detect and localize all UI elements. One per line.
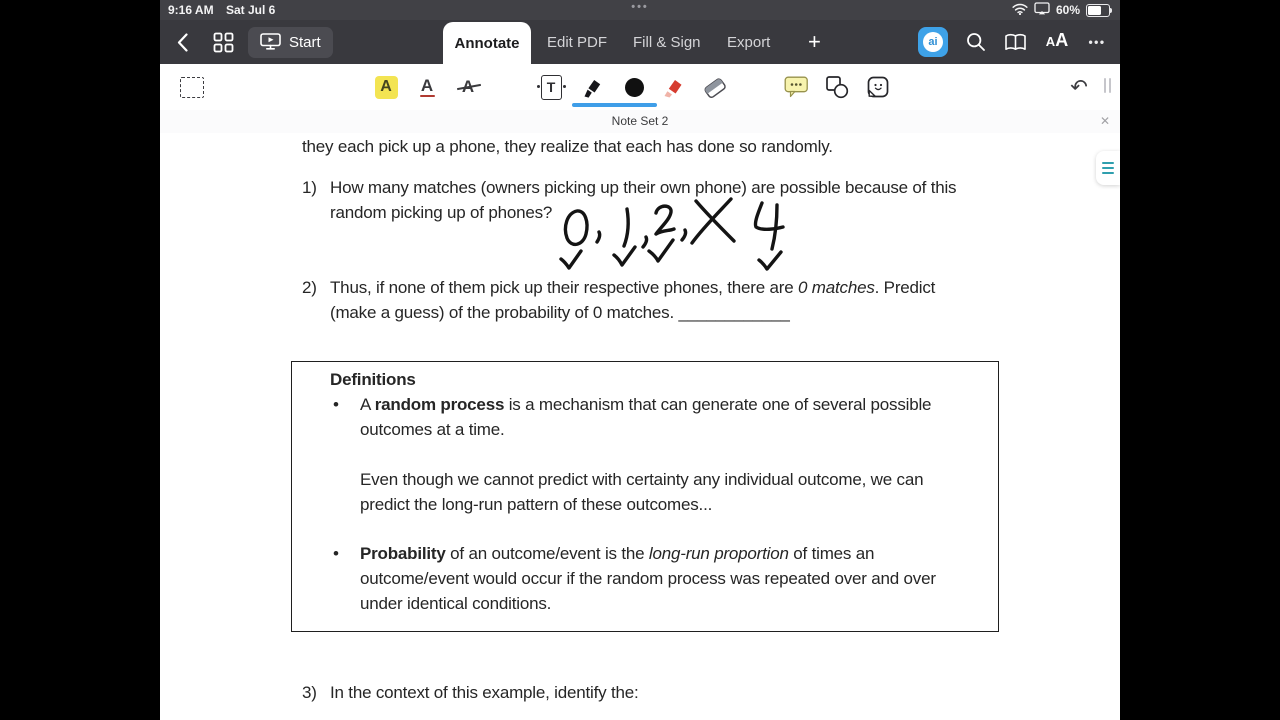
q3-line1: In the context of this example, identify the:: [330, 683, 639, 702]
bullet-icon: •: [333, 395, 339, 414]
status-right-cluster: [1012, 2, 1110, 18]
document-title: Note Set 2: [611, 114, 669, 128]
eraser-icon: [702, 74, 728, 100]
pen-tool-button[interactable]: [579, 74, 605, 100]
strikeout-tool-button[interactable]: [455, 74, 481, 100]
ink-digit-2: [656, 206, 674, 234]
pen-icon: [580, 75, 605, 100]
ink-checkmark: [614, 247, 635, 265]
underline-tool-button[interactable]: [414, 74, 440, 100]
more-options-button[interactable]: [1084, 30, 1110, 54]
plus-icon: +: [808, 29, 821, 54]
clock: 9:16 AM: [168, 3, 214, 17]
ink-checkmark: [649, 240, 673, 261]
sticker-tool-button[interactable]: [865, 74, 891, 100]
pdf-app-window: [160, 0, 1120, 720]
close-document-button[interactable]: [1100, 114, 1110, 128]
nav-bar: [160, 20, 1120, 64]
ink-comma: [643, 237, 647, 247]
screen-mirroring-icon: [1034, 2, 1050, 18]
add-tab-button[interactable]: [808, 20, 821, 64]
ink-digit-4: [755, 203, 783, 229]
marker-tool-button[interactable]: [660, 74, 686, 100]
tab-annotate[interactable]: Annotate: [443, 22, 531, 64]
search-button[interactable]: [964, 30, 988, 54]
ink-digit-4: [772, 205, 777, 249]
active-tool-indicator: [572, 103, 657, 107]
q1-line1: How many matches (owners picking up their own phone) are possible because of this: [330, 178, 957, 197]
handwriting-ink-annotation[interactable]: [550, 196, 810, 281]
highlight-icon: A: [375, 76, 398, 99]
tab-edit-pdf[interactable]: Edit PDF: [547, 33, 608, 51]
ai-assistant-button[interactable]: [918, 27, 948, 57]
ink-digit-1: [624, 209, 628, 246]
q2-line1: Thus, if none of them pick up their respective phones, there are 0 matches. Predict: [330, 278, 936, 297]
q1-line2: random picking up of phones?: [330, 203, 553, 222]
q3-number: 3): [302, 683, 317, 702]
battery-icon: [1086, 4, 1110, 17]
q2-number: 2): [302, 278, 317, 297]
font-size-large-a: A: [1055, 30, 1069, 50]
undo-icon: ↶: [1070, 75, 1088, 99]
ai-icon: ai: [923, 32, 943, 52]
start-presentation-button[interactable]: [248, 27, 333, 58]
thumbnail-grid-button[interactable]: [212, 31, 234, 53]
def-bullet2-line2: outcome/event would occur if the random process was repeated over and over: [360, 569, 936, 588]
ink-comma: [682, 230, 686, 240]
shapes-tool-button[interactable]: [824, 74, 850, 100]
battery-percent: 60%: [1055, 3, 1080, 17]
start-label: Start: [289, 34, 321, 51]
comment-bubble-icon: [784, 76, 809, 99]
doc-intro-line: they each pick up a phone, they realize that each has done so randomly.: [302, 137, 833, 156]
text-box-tool-button[interactable]: [538, 74, 564, 100]
search-icon: [966, 32, 986, 52]
selection-tool-button[interactable]: [179, 74, 205, 100]
q2-line2: (make a guess) of the probability of 0 matches. ____________: [330, 303, 790, 322]
wifi-icon: [1012, 3, 1028, 18]
text-settings-button[interactable]: [1044, 30, 1070, 54]
close-icon: ✕: [1099, 114, 1110, 128]
note-comment-button[interactable]: [783, 74, 809, 100]
ink-cross-x: [696, 201, 734, 241]
def-bullet1-line1: A random process is a mechanism that can generate one of several possible: [360, 395, 932, 414]
hamburger-icon: [1102, 162, 1114, 165]
tab-fill-sign[interactable]: Fill & Sign: [633, 33, 701, 51]
ink-checkmark: [759, 252, 781, 269]
def-para-line1: Even though we cannot predict with certainty any individual outcome, we can: [360, 470, 924, 489]
eraser-tool-button[interactable]: [702, 74, 728, 100]
back-button[interactable]: [170, 30, 194, 54]
toolbar-drag-handle[interactable]: [1104, 78, 1111, 93]
status-date: Sat Jul 6: [226, 3, 276, 17]
q1-number: 1): [302, 178, 317, 197]
strikeout-icon: [462, 77, 474, 97]
book-icon: [1004, 33, 1027, 52]
tab-export[interactable]: Export: [727, 33, 771, 51]
ink-digit-0: [565, 211, 587, 244]
multitask-indicator-icon: •••: [631, 1, 649, 13]
def-bullet2-line1: Probability of an outcome/event is the long-run proportion of times an: [360, 544, 875, 563]
definitions-title: Definitions: [330, 370, 416, 389]
ellipsis-icon: •••: [1088, 35, 1106, 49]
annotation-toolbar: [160, 64, 1120, 111]
selection-rect-icon: [180, 77, 204, 98]
red-marker-icon: [660, 74, 686, 100]
undo-button[interactable]: [1066, 74, 1092, 100]
presentation-icon: [260, 32, 281, 54]
answer-blank: ____________: [678, 303, 790, 322]
text-tool-icon: T: [541, 75, 562, 100]
def-bullet1-line2: outcomes at a time.: [360, 420, 505, 439]
font-size-small-a: A: [1045, 34, 1056, 49]
reading-view-button[interactable]: [1003, 31, 1027, 53]
black-color-dot-icon: [625, 78, 644, 97]
ink-comma: [597, 232, 600, 242]
underline-icon: A: [420, 77, 435, 97]
document-tab-bar: [160, 110, 1120, 134]
def-bullet2-line3: under identical conditions.: [360, 594, 552, 613]
sticker-icon: [866, 75, 890, 99]
ink-color-swatch[interactable]: [621, 74, 647, 100]
annotations-sidebar-toggle[interactable]: [1096, 151, 1120, 185]
status-bar: [160, 0, 1120, 20]
shapes-icon: [825, 75, 849, 99]
def-para-line2: predict the long-run pattern of these outcomes...: [360, 495, 713, 514]
document-page[interactable]: [160, 133, 1120, 720]
bullet-icon: •: [333, 544, 339, 563]
ink-checkmark: [561, 251, 581, 268]
highlight-tool-button[interactable]: [373, 74, 399, 100]
